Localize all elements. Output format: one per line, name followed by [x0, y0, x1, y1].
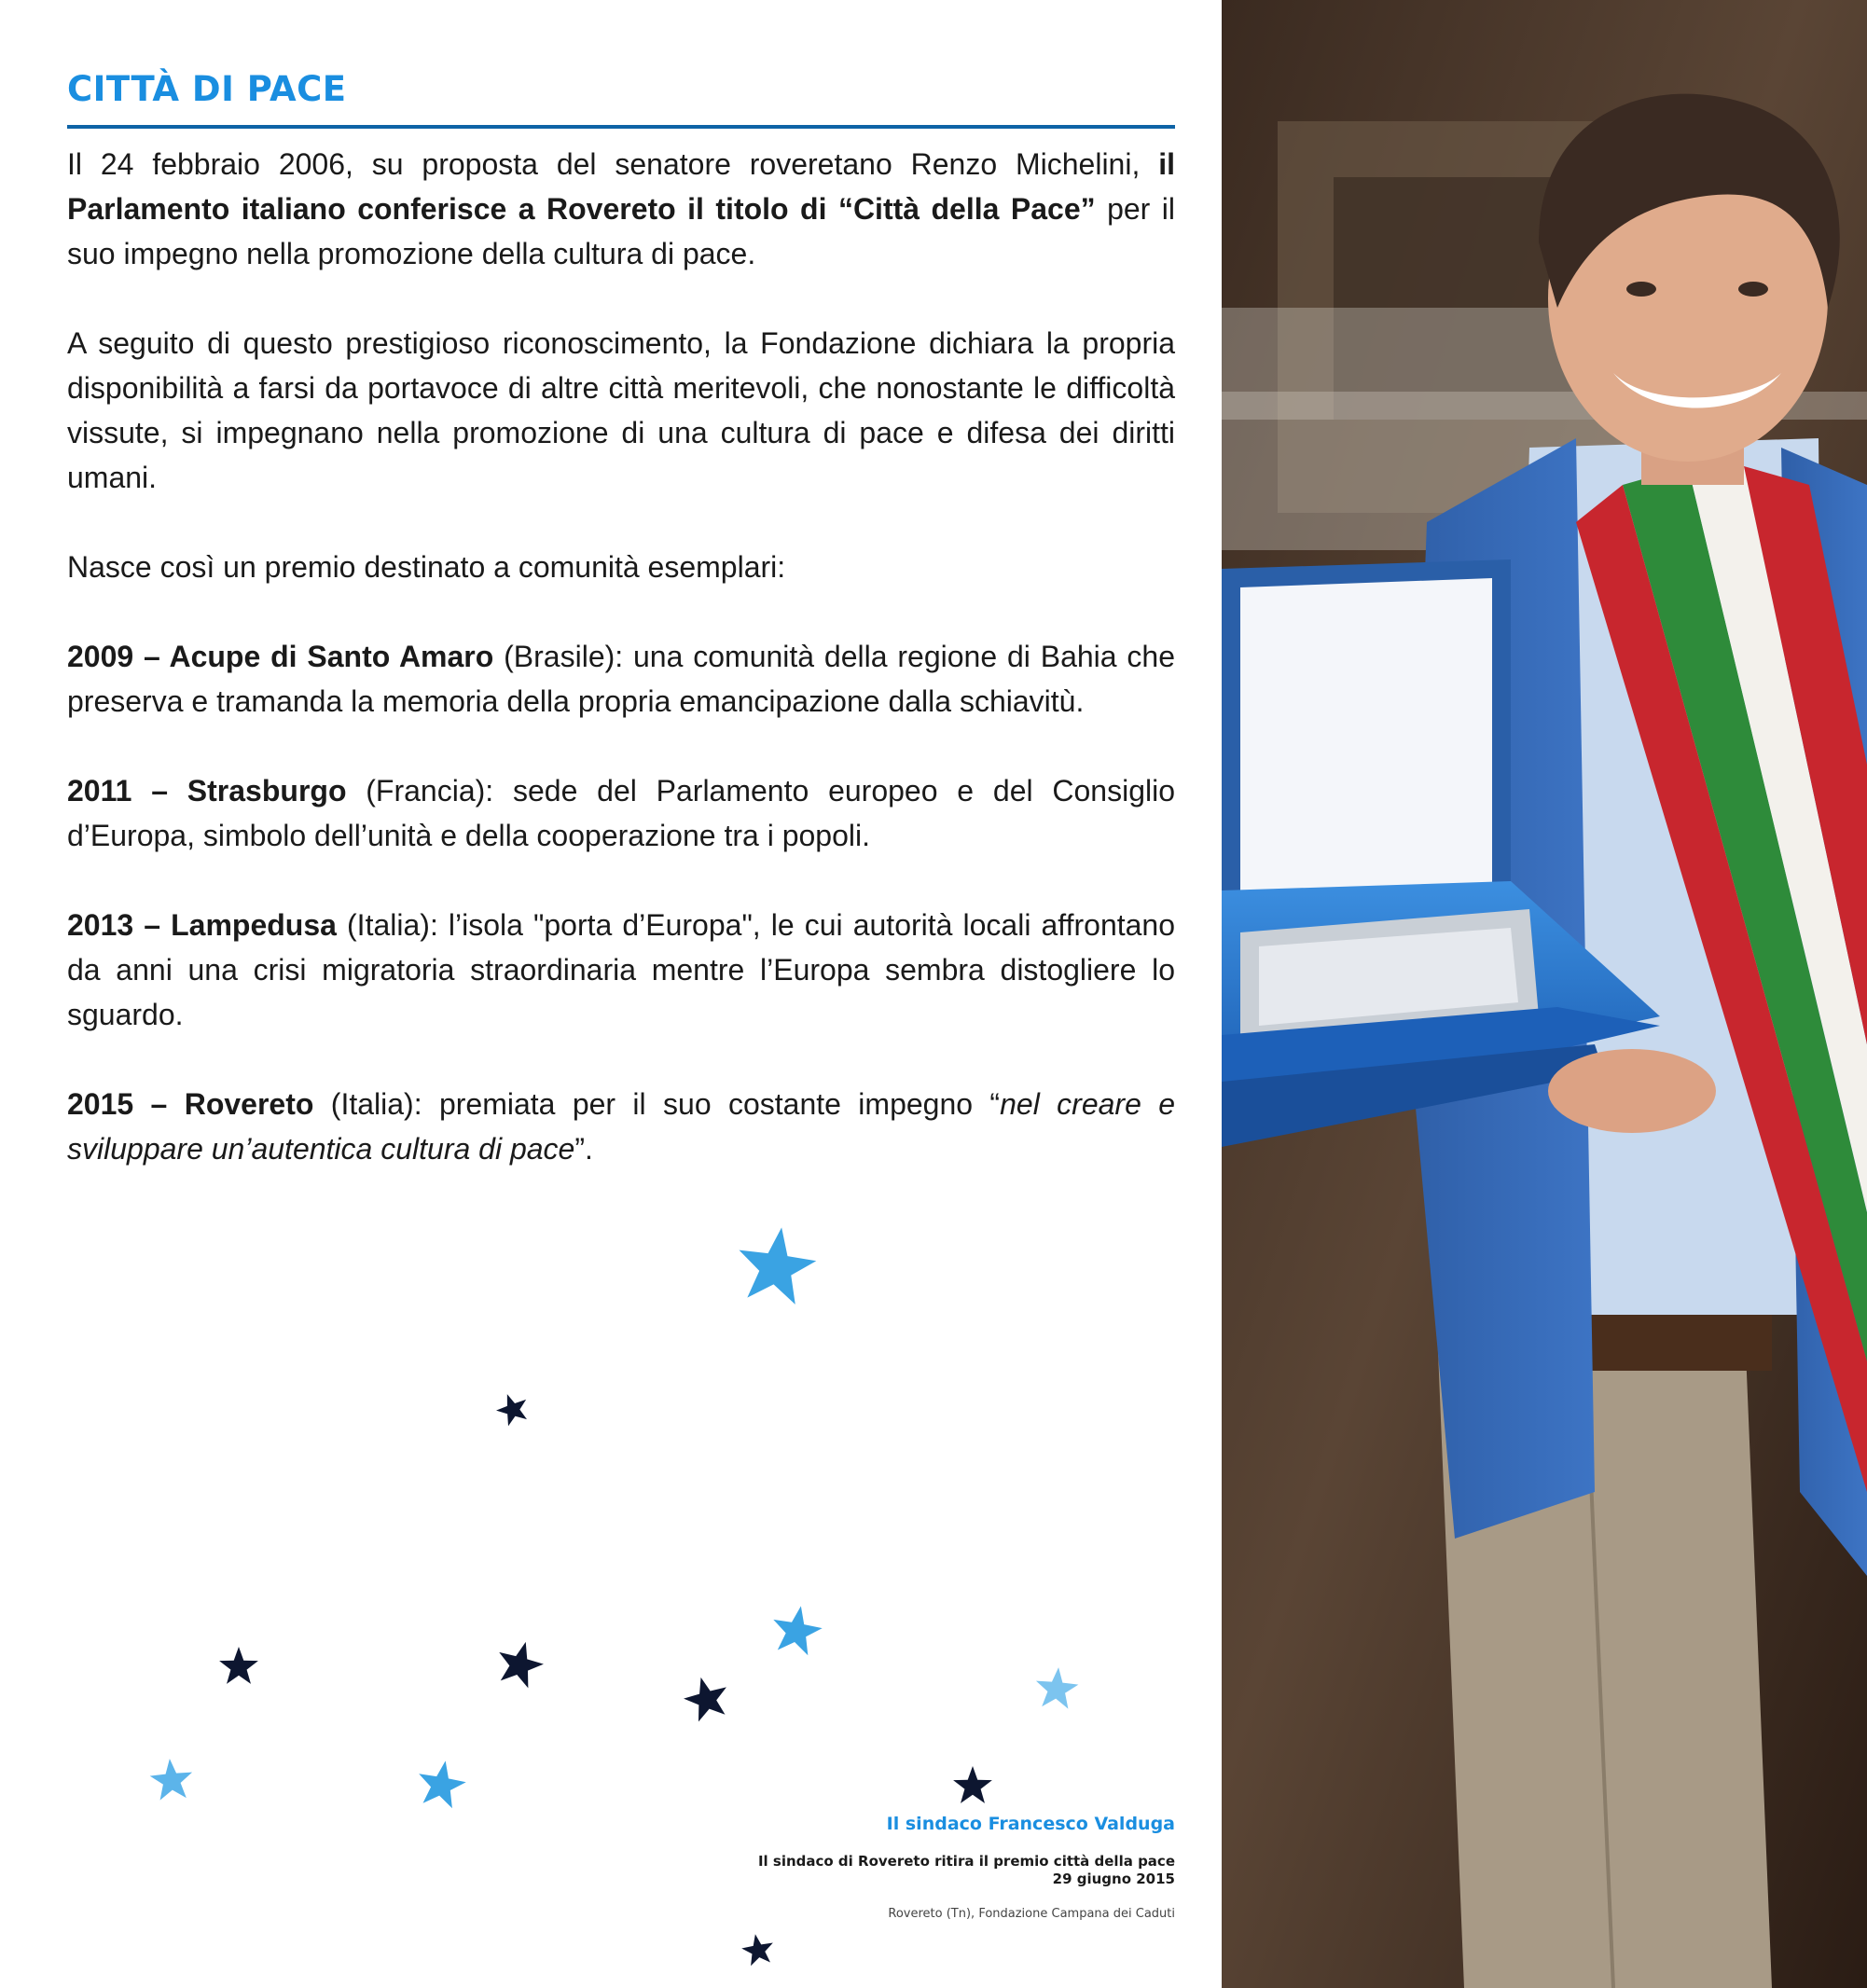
award-heading: 2011 – Strasburgo [67, 774, 347, 808]
award-heading: 2013 – Lampedusa [67, 908, 337, 942]
intro-text-bold: il Parlamento italiano conferisce a Rovereto il titolo di “Città della Pace” [67, 147, 1175, 226]
star-icon [768, 1602, 825, 1657]
award-country: (Italia) [336, 908, 430, 942]
caption-description: Il sindaco di Rovereto ritira il premio città della pace [757, 1853, 1175, 1870]
caption-credit: Rovereto (Tn), Fondazione Campana dei Caduti [888, 1907, 1175, 1921]
award-end: ”. [574, 1132, 593, 1166]
star-icon [414, 1757, 469, 1810]
caption-title: Il sindaco Francesco Valduga [886, 1814, 1175, 1834]
star-icon [148, 1757, 194, 1801]
photo-caption [653, 1814, 1175, 1921]
award-text: : sede del Parlamento europeo e del Consiglio d’Europa, simbolo dell’unità e della cooperazione tra i popoli. [67, 774, 1176, 852]
award-country: (Italia) [313, 1087, 414, 1121]
award-text: : premiata per il suo costante impegno “ [413, 1087, 1001, 1121]
star-icon [740, 1931, 776, 1967]
intro-paragraph [67, 142, 1175, 276]
award-text: : una comunità della regione di Bahia che preserva e tramanda la memoria della propria emancipazione dalla schiavitù. [67, 640, 1176, 718]
caption-date: 29 giugno 2015 [1052, 1871, 1175, 1887]
award-quote: nel creare e sviluppare un’autentica cultura di pace [67, 1087, 1176, 1166]
star-icon [680, 1672, 734, 1724]
award-2015 [67, 1082, 1175, 1171]
foundation-paragraph: A seguito di questo prestigioso riconoscimento, la Fondazione dichiara la propria disponibilità a farsi da portavoce di altre città meritevoli, che nonostante le difficoltà vissute, si impegnano nella promozione di una cultura di pace e difesa dei diritti umani. [67, 326, 1175, 494]
award-2009 [67, 634, 1175, 724]
award-country: (Francia) [346, 774, 486, 808]
intro-text-a: Il 24 febbraio 2006, su proposta del senatore roveretano Renzo Michelini, [67, 147, 1159, 181]
award-2013 [67, 903, 1175, 1037]
mayor-photo [1222, 0, 1867, 1988]
intro-text-c: per il suo impegno nella promozione della cultura di pace. [67, 192, 1176, 270]
award-heading: 2009 – Acupe di Santo Amaro [67, 640, 494, 673]
award-intro-paragraph: Nasce così un premio destinato a comunità esemplari: [67, 550, 786, 584]
star-icon [953, 1766, 992, 1803]
title-underline [67, 125, 1175, 129]
star-icon [1034, 1665, 1080, 1709]
award-2011 [67, 768, 1175, 858]
star-icon [219, 1647, 258, 1684]
award-text: : l’isola "porta d’Europa", le cui autorità locali affrontano da anni una crisi migratoria straordinaria mentre l’Europa sembra distogliere lo sguardo. [67, 908, 1176, 1031]
star-icon [492, 1636, 548, 1690]
star-icon [492, 1388, 532, 1428]
award-country: (Brasile) [493, 640, 615, 673]
star-icon [733, 1222, 821, 1306]
text-column [67, 67, 1175, 1216]
page-title: CITTÀ DI PACE [67, 69, 347, 109]
award-heading: 2015 – Rovereto [67, 1087, 314, 1121]
